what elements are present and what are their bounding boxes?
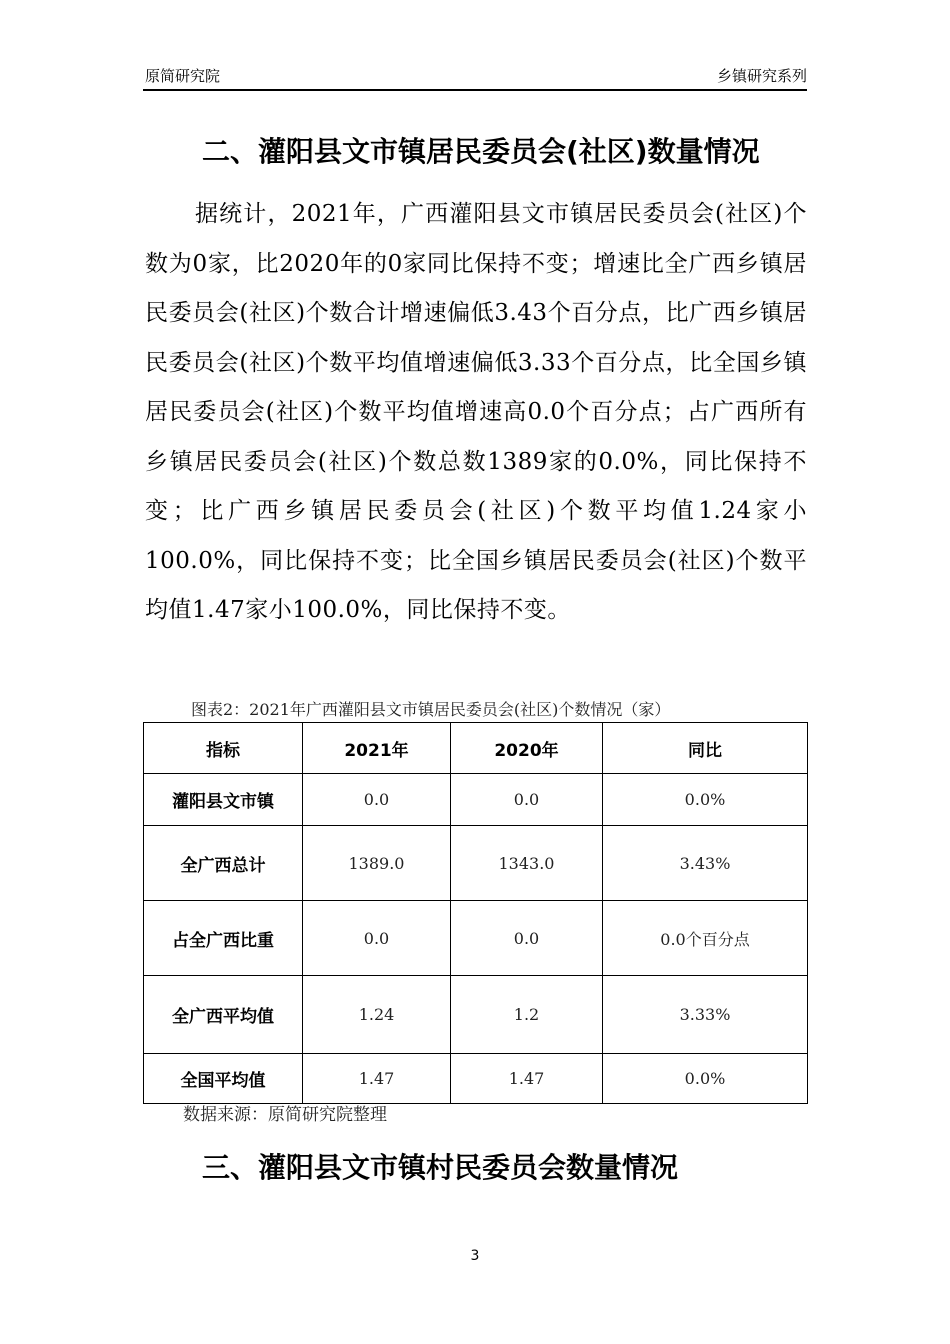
- cell-yoy: 3.33%: [603, 976, 808, 1054]
- header-org-name: 原简研究院: [145, 67, 221, 85]
- row-label: 全广西总计: [144, 826, 303, 901]
- row-label: 全广西平均值: [144, 976, 303, 1054]
- section-3-title: 三、灌阳县文市镇村民委员会数量情况: [202, 1151, 679, 1184]
- column-header-yoy: 同比: [603, 723, 808, 774]
- cell-yoy: 0.0%: [603, 1054, 808, 1104]
- cell-2021: 0.0: [303, 774, 451, 826]
- row-label: 全国平均值: [144, 1054, 303, 1104]
- column-header-indicator: 指标: [144, 723, 303, 774]
- cell-2020: 0.0: [451, 774, 603, 826]
- cell-2020: 1.2: [451, 976, 603, 1054]
- cell-2020: 1343.0: [451, 826, 603, 901]
- cell-2020: 0.0: [451, 901, 603, 976]
- column-header-2020: 2020年: [451, 723, 603, 774]
- cell-yoy: 0.0%: [603, 774, 808, 826]
- table-header-row: [144, 723, 808, 774]
- table-row: [144, 826, 808, 901]
- cell-2021: 1.24: [303, 976, 451, 1054]
- table-caption: 图表2：2021年广西灌阳县文市镇居民委员会(社区)个数情况（家）: [191, 700, 671, 719]
- cell-2020: 1.47: [451, 1054, 603, 1104]
- table-row: [144, 774, 808, 826]
- cell-2021: 1.47: [303, 1054, 451, 1104]
- header-divider: [143, 89, 807, 91]
- cell-2021: 0.0: [303, 901, 451, 976]
- section-2-paragraph: 据统计，2021年，广西灌阳县文市镇居民委员会(社区)个数为0家，比2020年的0家同比保持不变；增速比全广西乡镇居民委员会(社区)个数合计增速偏低3.43个百分点，比广西乡镇居民委员会(社区)个数平均值增速偏低3.33个百分点，比全国乡镇居民委员会(社区)个数平均值增速高0.0个百分点；占广西所有乡镇居民委员会(社区)个数总数1389家的0.0%，同比保持不变；比广西乡镇居民委员会(社区)个数平均值1.24家小100.0%，同比保持不变；比全国乡镇居民委员会(社区)个数平均值1.47家小100.0%，同比保持不变。: [145, 201, 807, 623]
- table-row: [144, 1054, 808, 1104]
- row-label: 灌阳县文市镇: [144, 774, 303, 826]
- cell-yoy: 0.0个百分点: [603, 901, 808, 976]
- table-row: [144, 901, 808, 976]
- row-label: 占全广西比重: [144, 901, 303, 976]
- residents-committee-table: [143, 722, 808, 1104]
- cell-yoy: 3.43%: [603, 826, 808, 901]
- table-row: [144, 976, 808, 1054]
- table-source-note: 数据来源：原简研究院整理: [183, 1105, 387, 1125]
- header-series-name: 乡镇研究系列: [716, 67, 807, 85]
- cell-2021: 1389.0: [303, 826, 451, 901]
- page-number: 3: [470, 1248, 480, 1264]
- column-header-2021: 2021年: [303, 723, 451, 774]
- section-2-title: 二、灌阳县文市镇居民委员会(社区)数量情况: [202, 135, 760, 168]
